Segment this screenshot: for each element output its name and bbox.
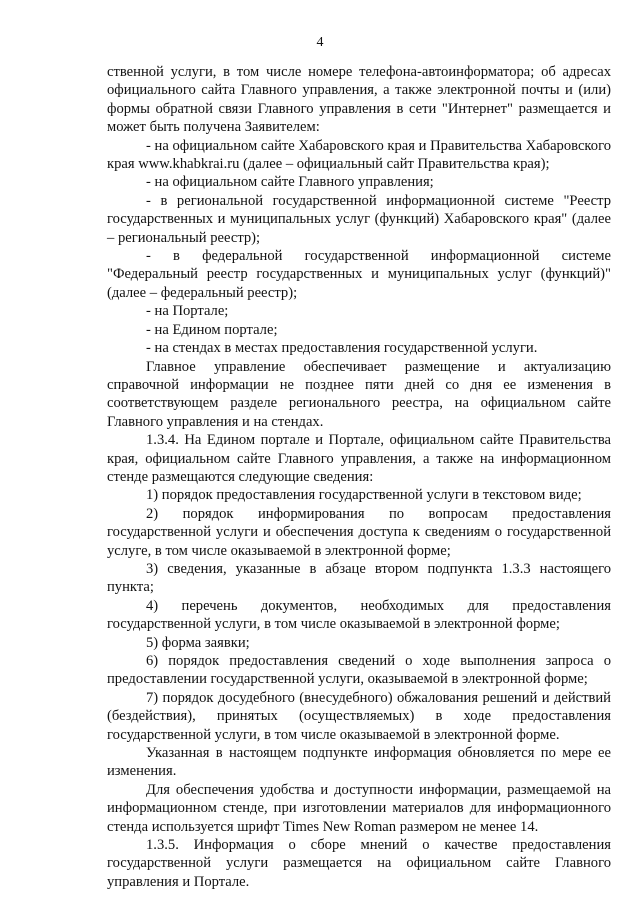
- numbered-item: 2) порядок информирования по вопросам предоставления государственной услуги и обеспечения доступа к сведениям о государственной услуге, в том числе оказываемой в электронной форме;: [107, 505, 611, 559]
- numbered-item: 6) порядок предоставления сведений о ходе выполнения запроса о предоставлении государственной услуги, оказываемой в электронной форме;: [107, 653, 611, 688]
- numbered-item: 7) порядок досудебного (внесудебного) обжалования решений и действий (бездействия), принятых (осуществляемых) в ходе предоставления государственной услуги, в том числе оказываемой в электронной форме.: [107, 689, 611, 743]
- list-item: - в региональной государственной информационной системе "Реестр государственных и муниципальных услуг (функций) Хабаровского края" (далее – региональный реестр);: [107, 192, 611, 246]
- paragraph: Главное управление обеспечивает размещение и актуализацию справочной информации не позднее пяти дней со дня ее изменения в соответствующем разделе регионального реестра, на официальном сайте Главного управления и на стендах.: [107, 358, 611, 430]
- section-paragraph: 1.3.4. На Едином портале и Портале, официальном сайте Правительства края, официальном сайте Главного управления, а также на информационном стенде размещаются следующие сведения:: [107, 432, 611, 485]
- paragraph: Указанная в настоящем подпункте информация обновляется по мере ее изменения.: [107, 745, 611, 780]
- list-item: - в федеральной государственной информационной системе "Федеральный реестр государственных и муниципальных услуг (функций)" (далее – федеральный реестр);: [107, 248, 611, 301]
- list-item: - на официальном сайте Главного управления;: [146, 174, 434, 191]
- list-item: - на стендах в местах предоставления государственной услуги.: [146, 340, 538, 357]
- numbered-item: 5) форма заявки;: [146, 634, 250, 651]
- paragraph: Для обеспечения удобства и доступности информации, размещаемой на информационном стенде, при изготовлении материалов для информационного стенда используется шрифт Times New Roman размером не менее 14.: [107, 781, 611, 835]
- paragraph: ственной услуги, в том числе номере телефона-автоинформатора; об адресах официального сайта Главного управления, а также электронной почты и (или) формы обратной связи Главного управления в сети "Интернет" размещается и может быть получена Заявителем:: [107, 64, 611, 136]
- list-item: - на Портале;: [146, 303, 229, 320]
- list-item: - на Едином портале;: [146, 321, 278, 338]
- document-body: [107, 63, 611, 891]
- page-number: 4: [316, 35, 324, 50]
- list-item: - на официальном сайте Хабаровского края и Правительства Хабаровского края www.khabkrai.ru (далее – официальный сайт Правительства края);: [107, 137, 611, 173]
- numbered-item: 1) порядок предоставления государственной услуги в текстовом виде;: [146, 487, 582, 504]
- numbered-item: 4) перечень документов, необходимых для предоставления государственной услуги, в том числе оказываемой в электронной форме;: [107, 597, 611, 633]
- section-paragraph: 1.3.5. Информация о сборе мнений о качестве предоставления государственной услуги размещается на официальном сайте Главного управления и Портале.: [107, 837, 611, 890]
- numbered-item: 3) сведения, указанные в абзаце втором подпункта 1.3.3 настоящего пункта;: [107, 560, 611, 596]
